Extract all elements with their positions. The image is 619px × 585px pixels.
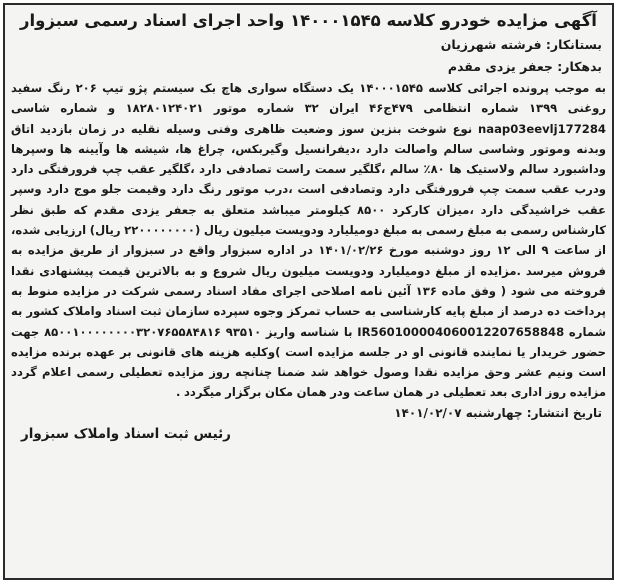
- debtor-line: بدهکار: جعفر یزدی مقدم: [447, 59, 602, 74]
- notice-body: به موجب پرونده اجرائی کلاسه ۱۴۰۰۰۱۵۴۵ یک دستگاه سواری هاچ بک سیستم پژو تیپ ۲۰۶ رنگ سفید روغنی ۱۳۹۹ شماره انتظامی ۴۷۹ج۴۶ ایران ۳۲ شماره موتور ۱۸۲۸۰۱۲۴۰۲۱ و شماره شاسی naap03eevlj177284 نوع شوخت بنزین سوز وضعیت ظاهری وفنی وسیله نقلیه در زمان بازدید اتاق وبدنه وموتور وشاسی سالم واصالت دارد ،دیفرانسیل وگیربکس، چراغ ها، شیشه ها وآیینه ها وسپرها وداشبورد سالم ولاستیک ها ۸۰٪ سالم ،گلگیر سمت راست تصادفی دارد ،گلگیر عقب چپ فرورفتگی دارد ودرب عقب سمت چپ فرورفتگی دارد وتصادفی است ،درب موتور رنگ دارد وقیمت جلو موج دارد وسپر عقب خراشیدگی دارد ،میزان کارکرد ۸۵۰۰ کیلومتر میباشد متعلق به جعفر یزدی مقدم که طبق نظر کارشناس رسمی به مبلغ رسمی به مبلغ دومیلیارد ودویست میلیون ریال (۲۲۰۰۰۰۰۰۰۰ ریال) ارزیابی شده، از ساعت ۹ الی ۱۲ روز دوشنبه مورخ ۱۴۰۱/۰۲/۲۶ در اداره سبزوار واقع در سبزوار از طریق مزایده به فروش میرسد .مزایده از مبلغ دومیلیارد ودویست میلیون ریال شروع و به بالاترین قیمت پیشنهادی نقدا فروخته می شود ( وفق ماده ۱۳۶ آئین نامه اصلاحی اجرای مفاد اسناد رسمی شرکت در مزایده منوط به پرداخت ده درصد از مبلغ پایه کارشناسی به حساب تمرکز وجوه سپرده سازمان ثبت اسناد واملاک کشور به شماره IR560100004060012207658848 با شناسه واریز ۹۳۵۱۰ ۸۵۰۰۱۰۰۰۰۰۰۰۰۳۲۰۷۶۵۵۸۴۸۱۶ جهت حضور خریدار یا نماینده قانونی او در جلسه مزایده است )وکلیه هزینه های قانونی بر عهده برنده مزایده است ونیم عشر وحق مزایده نقدا وصول خواهد شد ضمنا چنانچه روز مزایده تعطیلی رسمی اعلام گردد مزایده روز اداری بعد تعطیلی در همان ساعت ودر همان مکان برگزار میگردد .: [11, 81, 607, 400]
- notice-frame: [3, 3, 614, 580]
- auction-notice: [11, 9, 606, 574]
- publish-date: تاریخ انتشار: چهارشنبه ۱۴۰۱/۰۲/۰۷: [394, 405, 602, 420]
- signature: رئیس ثبت اسناد واملاک سبزوار: [21, 425, 231, 442]
- notice-title: آگهی مزایده خودرو کلاسه ۱۴۰۰۰۱۵۴۵ واحد اجرای اسناد رسمی سبزوار: [20, 11, 597, 30]
- creditor-line: بستانکار: فرشته شهرزیان: [440, 37, 602, 52]
